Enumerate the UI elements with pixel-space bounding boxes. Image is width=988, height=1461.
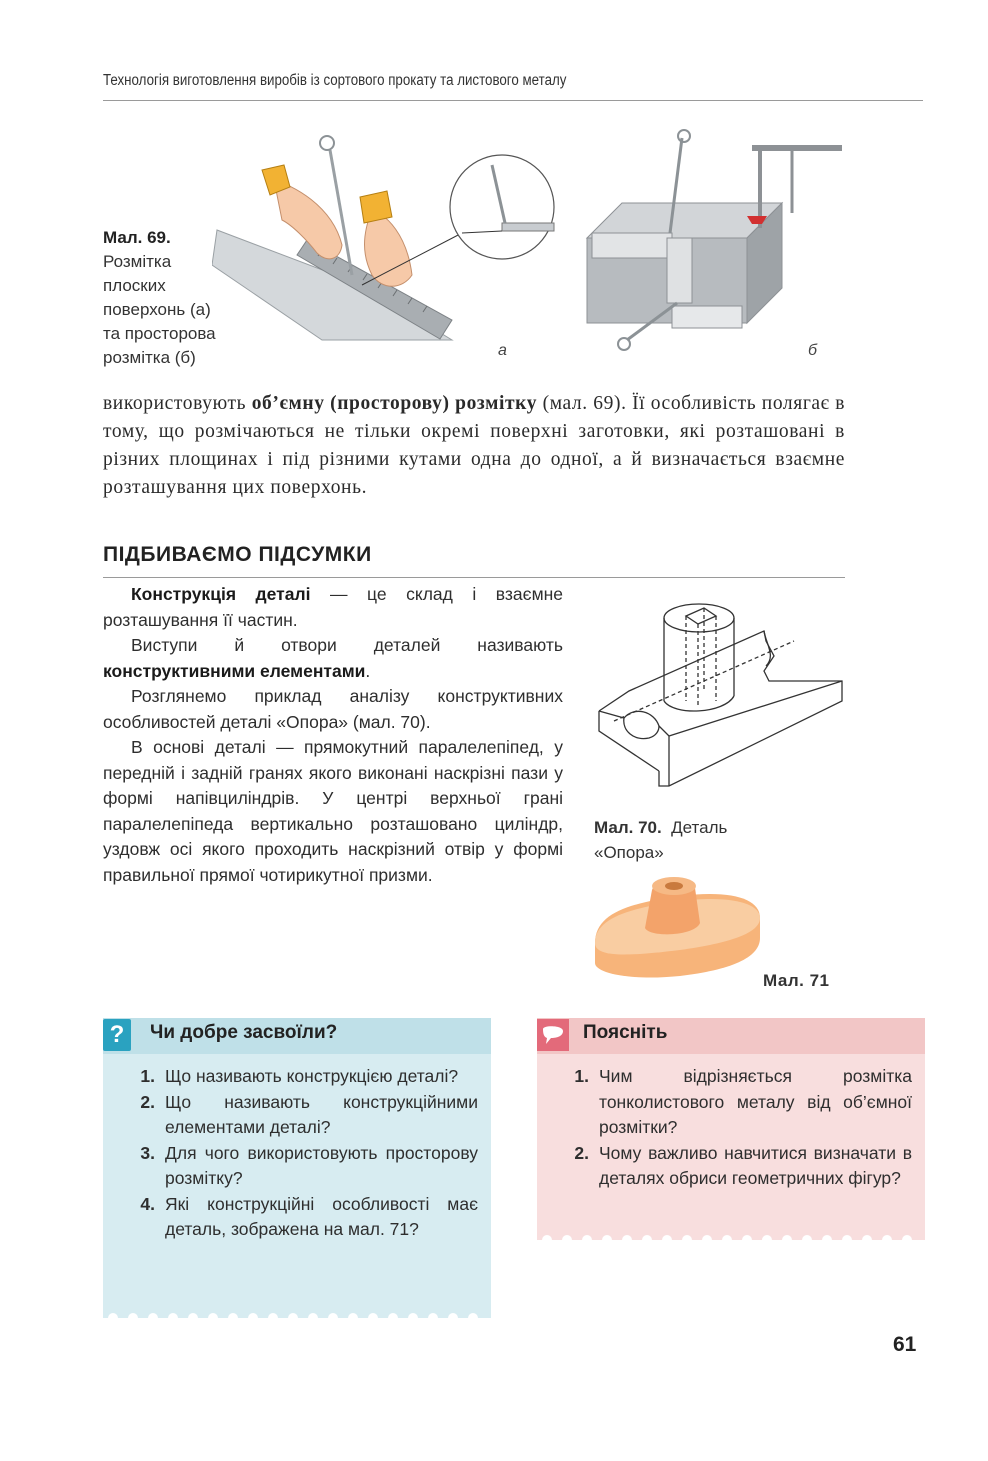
explain-text: Чим відрізняється розмітка тонколистового металу від об’ємної розмітки? [599,1066,912,1137]
section-title: ПІДБИВАЄМО ПІДСУМКИ [103,543,372,566]
summary-term: конструктивними елементами [103,660,366,681]
running-header: Технологія виготовлення виробів із сортового прокату та листового металу [103,72,567,89]
fig70-caption-text: Деталь «Опора» [594,818,728,862]
explain-item [559,1064,912,1141]
summary-paragraph [103,633,563,684]
body-term: об’ємну (просторову) розмітку [251,393,538,414]
question-number: 3. [140,1142,155,1163]
summary-paragraph: Розглянемо приклад аналізу конструктивних особливостей деталі «Опора» (мал. 70). [103,686,563,732]
explain-text: Чому важливо навчитися визначати в деталях обриси геометричних фігур? [599,1142,912,1188]
speech-bubble-icon [537,1019,569,1051]
question-item [125,1192,478,1243]
fig70-wireframe-drawing [594,596,844,801]
body-paragraph [103,390,845,502]
question-item [125,1090,478,1141]
fig70-caption [594,815,794,865]
fig69a-letter: а [498,342,507,359]
explain-number: 1. [574,1066,589,1086]
question-text: Що називають конструкцією деталі? [165,1066,459,1086]
explain-box-title: Поясніть [583,1022,668,1043]
question-text: Для чого використовують просторову розмітку? [165,1142,478,1188]
fig69b-letter: б [808,342,817,359]
summary-text-part: . [365,660,371,681]
questions-list [125,1064,478,1243]
fig69-caption-line: поверхонь (а) [103,300,211,319]
summary-text-part: Виступи й отвори деталей називають [131,635,563,655]
body-text-rest: (мал. 69). Її особливість полягає в тому, що розмічаються не тільки окремі поверхні заготовки, які розташовані в різних площинах і під різними кутами одна до одної, а й визначається взаємне розташування цих поверхонь. [103,393,845,498]
page-number: 61 [893,1333,917,1356]
question-number: 4. [140,1193,155,1214]
question-number: 2. [140,1091,155,1112]
question-text: Які конструкційні особливості має деталь, зображена на мал. 71? [165,1193,478,1239]
fig69a-illustration [212,125,562,355]
questions-box-title: Чи добре засвоїли? [150,1022,338,1043]
question-item [125,1141,478,1192]
fig69-caption-line: плоских [103,276,166,295]
summary-paragraph [103,582,563,633]
summary-text-part: — це склад і взаємне розташування її частин. [103,584,564,630]
fig69-caption-line: розмітка (б) [103,348,196,367]
body-text-start: використовують [103,393,252,414]
fig71-orange-part [590,868,765,988]
summary-paragraph: В основі деталі — прямокутний паралелепіпед, у передній і задній гранях якого виконані наскрізні пази у формі напівциліндрів. У центрі верхньої грані паралелепіпеда вертикально розташовано циліндр, уздовж осі якого проходить наскрізний отвір у формі правильної прямої чотирикутної призми. [103,737,563,885]
question-item [125,1064,478,1090]
questions-box-wavy-edge [103,1304,491,1318]
explain-item [559,1141,912,1192]
explain-number: 2. [574,1142,589,1163]
summary-term: Конструкція деталі [131,584,311,604]
fig71-caption: Мал. 71 [763,971,830,990]
header-divider [103,100,923,101]
fig69b-illustration [582,128,850,358]
question-mark-icon: ? [103,1019,131,1051]
question-number: 1. [140,1066,155,1086]
question-text: Що називають конструкційними елементами деталі? [165,1091,478,1137]
summary-text [103,582,563,888]
fig69-caption-line: та просторова [103,324,216,343]
explain-list-wrapper [559,1064,912,1192]
fig70-label: Мал. 70. [594,818,662,837]
questions-list-wrapper [125,1064,478,1243]
section-divider [103,577,845,578]
fig69-label: Мал. 69. [103,228,171,247]
explain-list [559,1064,912,1192]
explain-box-wavy-edge [537,1226,925,1240]
fig69-caption-line: Розмітка [103,252,172,271]
